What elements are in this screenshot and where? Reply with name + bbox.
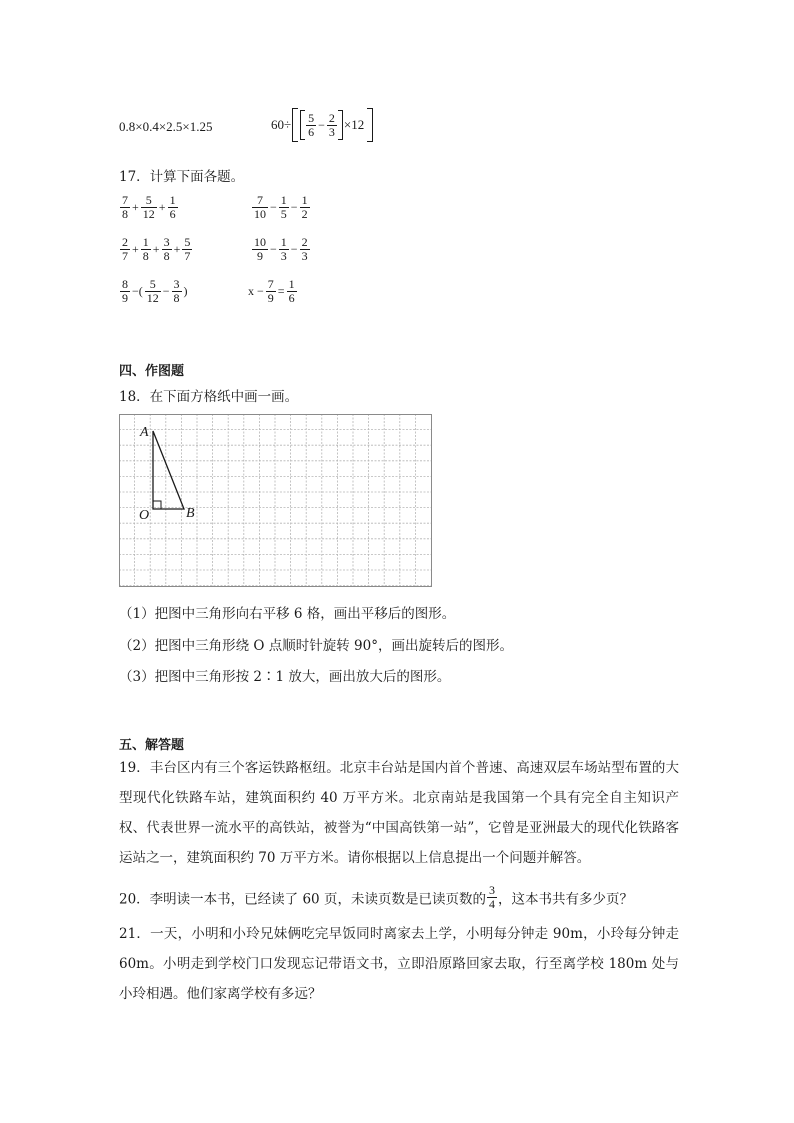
right-inner-bracket xyxy=(338,110,343,140)
operator: − xyxy=(270,200,277,214)
q20-text xyxy=(119,884,633,911)
grid-border xyxy=(120,415,432,587)
label-b: B xyxy=(186,506,195,521)
operator: −( xyxy=(132,284,143,298)
q21-text: 21．一天，小明和小玲兄妹俩吃完早饭同时离家去上学，小明每分钟走 90m，小玲每分钟走 60m。小明走到学校门口发现忘记带语文书，立即沿原路回家去取，行至离学校 180m 处与小玲相遇。他们家离学校有多远？ xyxy=(119,926,679,1002)
q17-title: 17．计算下面各题。 xyxy=(119,169,245,185)
q20-fraction: $\frac{3}{4}$ xyxy=(488,883,495,911)
fraction: $\frac{2}{7}$ xyxy=(122,235,128,263)
operator: x − xyxy=(248,284,264,298)
minus-sign: − xyxy=(318,117,325,132)
q16-expr2-lead: 60÷ xyxy=(271,117,292,132)
fraction: $\frac{10}{9}$ xyxy=(254,235,266,263)
q17-row1-left xyxy=(119,194,179,221)
operator: + xyxy=(173,242,181,256)
q17-row2-right xyxy=(251,236,311,263)
fraction: $\frac{7}{8}$ xyxy=(122,193,128,221)
q16-expr2-tail: ×12 xyxy=(343,117,365,132)
fraction: $\frac{1}{8}$ xyxy=(142,235,149,263)
fraction: $\frac{1}{5}$ xyxy=(280,193,287,221)
fraction: $\frac{8}{9}$ xyxy=(122,277,128,305)
q20-before: 20．李明读一本书，已经读了 60 页，未读页数是已读页数的 xyxy=(119,891,486,908)
q18-task-3: （3）把图中三角形按 2∶1 放大，画出放大后的图形。 xyxy=(119,669,451,685)
q17-row3-left xyxy=(119,278,189,305)
fraction: $\frac{1}{2}$ xyxy=(301,193,308,221)
fraction: $\frac{1}{6}$ xyxy=(169,193,176,221)
grid-paper xyxy=(119,414,433,588)
q16-expression-2 xyxy=(270,108,373,142)
fraction: $\frac{5}{7}$ xyxy=(184,235,191,263)
fraction: $\frac{3}{8}$ xyxy=(163,235,170,263)
operator: − xyxy=(290,200,298,214)
operator: ) xyxy=(183,284,188,298)
operator: + xyxy=(158,200,166,214)
left-square-bracket xyxy=(292,108,298,142)
operator: − xyxy=(270,242,277,256)
fraction: $\frac{7}{9}$ xyxy=(267,277,274,305)
fraction: $\frac{2}{3}$ xyxy=(301,235,308,263)
label-o: O xyxy=(139,508,150,523)
fraction: $\frac{3}{8}$ xyxy=(173,277,180,305)
q18-title: 18．在下面方格纸中画一画。 xyxy=(119,389,299,405)
triangle-shape xyxy=(153,431,184,509)
operator: − xyxy=(162,284,170,298)
fraction: $\frac{5}{12}$ xyxy=(146,277,159,305)
label-a: A xyxy=(140,425,149,440)
q19-text: 19．丰台区内有三个客运铁路枢纽。北京丰台站是国内首个普速、高速双层车场站型布置的大型现代化铁路车站，建筑面积约 40 万平方米。北京南站是我国第一个具有完全自主知识产权、代表世界一流水平的高铁站，被誉为“中国高铁第一站”，它曾是亚洲最大的现代化铁路客运站之一，建筑面积约 70 万平方米。请你根据以上信息提出一个问题并解答。 xyxy=(119,760,679,866)
q17-row3-right xyxy=(247,278,298,305)
q17-row2-left xyxy=(119,236,193,263)
grid-lines xyxy=(119,414,432,587)
operator: + xyxy=(132,200,139,214)
q16-fraction-2: $\frac{2}{3}$ xyxy=(328,110,335,139)
operator: + xyxy=(152,242,160,256)
left-inner-bracket xyxy=(300,110,305,140)
fraction: $\frac{1}{6}$ xyxy=(288,277,295,305)
q16-fraction-1: $\frac{5}{6}$ xyxy=(308,110,315,139)
fraction: $\frac{7}{10}$ xyxy=(254,193,266,221)
q18-task-2: （2）把图中三角形绕 O 点顺时针旋转 90°，画出旋转后的图形。 xyxy=(119,638,513,654)
q18-task-1: （1）把图中三角形向右平移 6 格，画出平移后的图形。 xyxy=(119,606,456,622)
q20-after: ，这本书共有多少页？ xyxy=(497,891,633,908)
q17-row1-right xyxy=(251,194,311,221)
right-square-bracket xyxy=(367,108,373,142)
fraction: $\frac{5}{12}$ xyxy=(142,193,155,221)
operator: + xyxy=(132,242,139,256)
operator: = xyxy=(277,284,285,298)
fraction: $\frac{1}{3}$ xyxy=(280,235,287,263)
right-triangle-aob xyxy=(153,431,184,509)
section-5-title: 五、解答题 xyxy=(119,738,185,753)
section-4-title: 四、作图题 xyxy=(119,364,185,379)
operator: − xyxy=(290,242,298,256)
q16-expression-1: 0.8×0.4×2.5×1.25 xyxy=(119,119,213,134)
